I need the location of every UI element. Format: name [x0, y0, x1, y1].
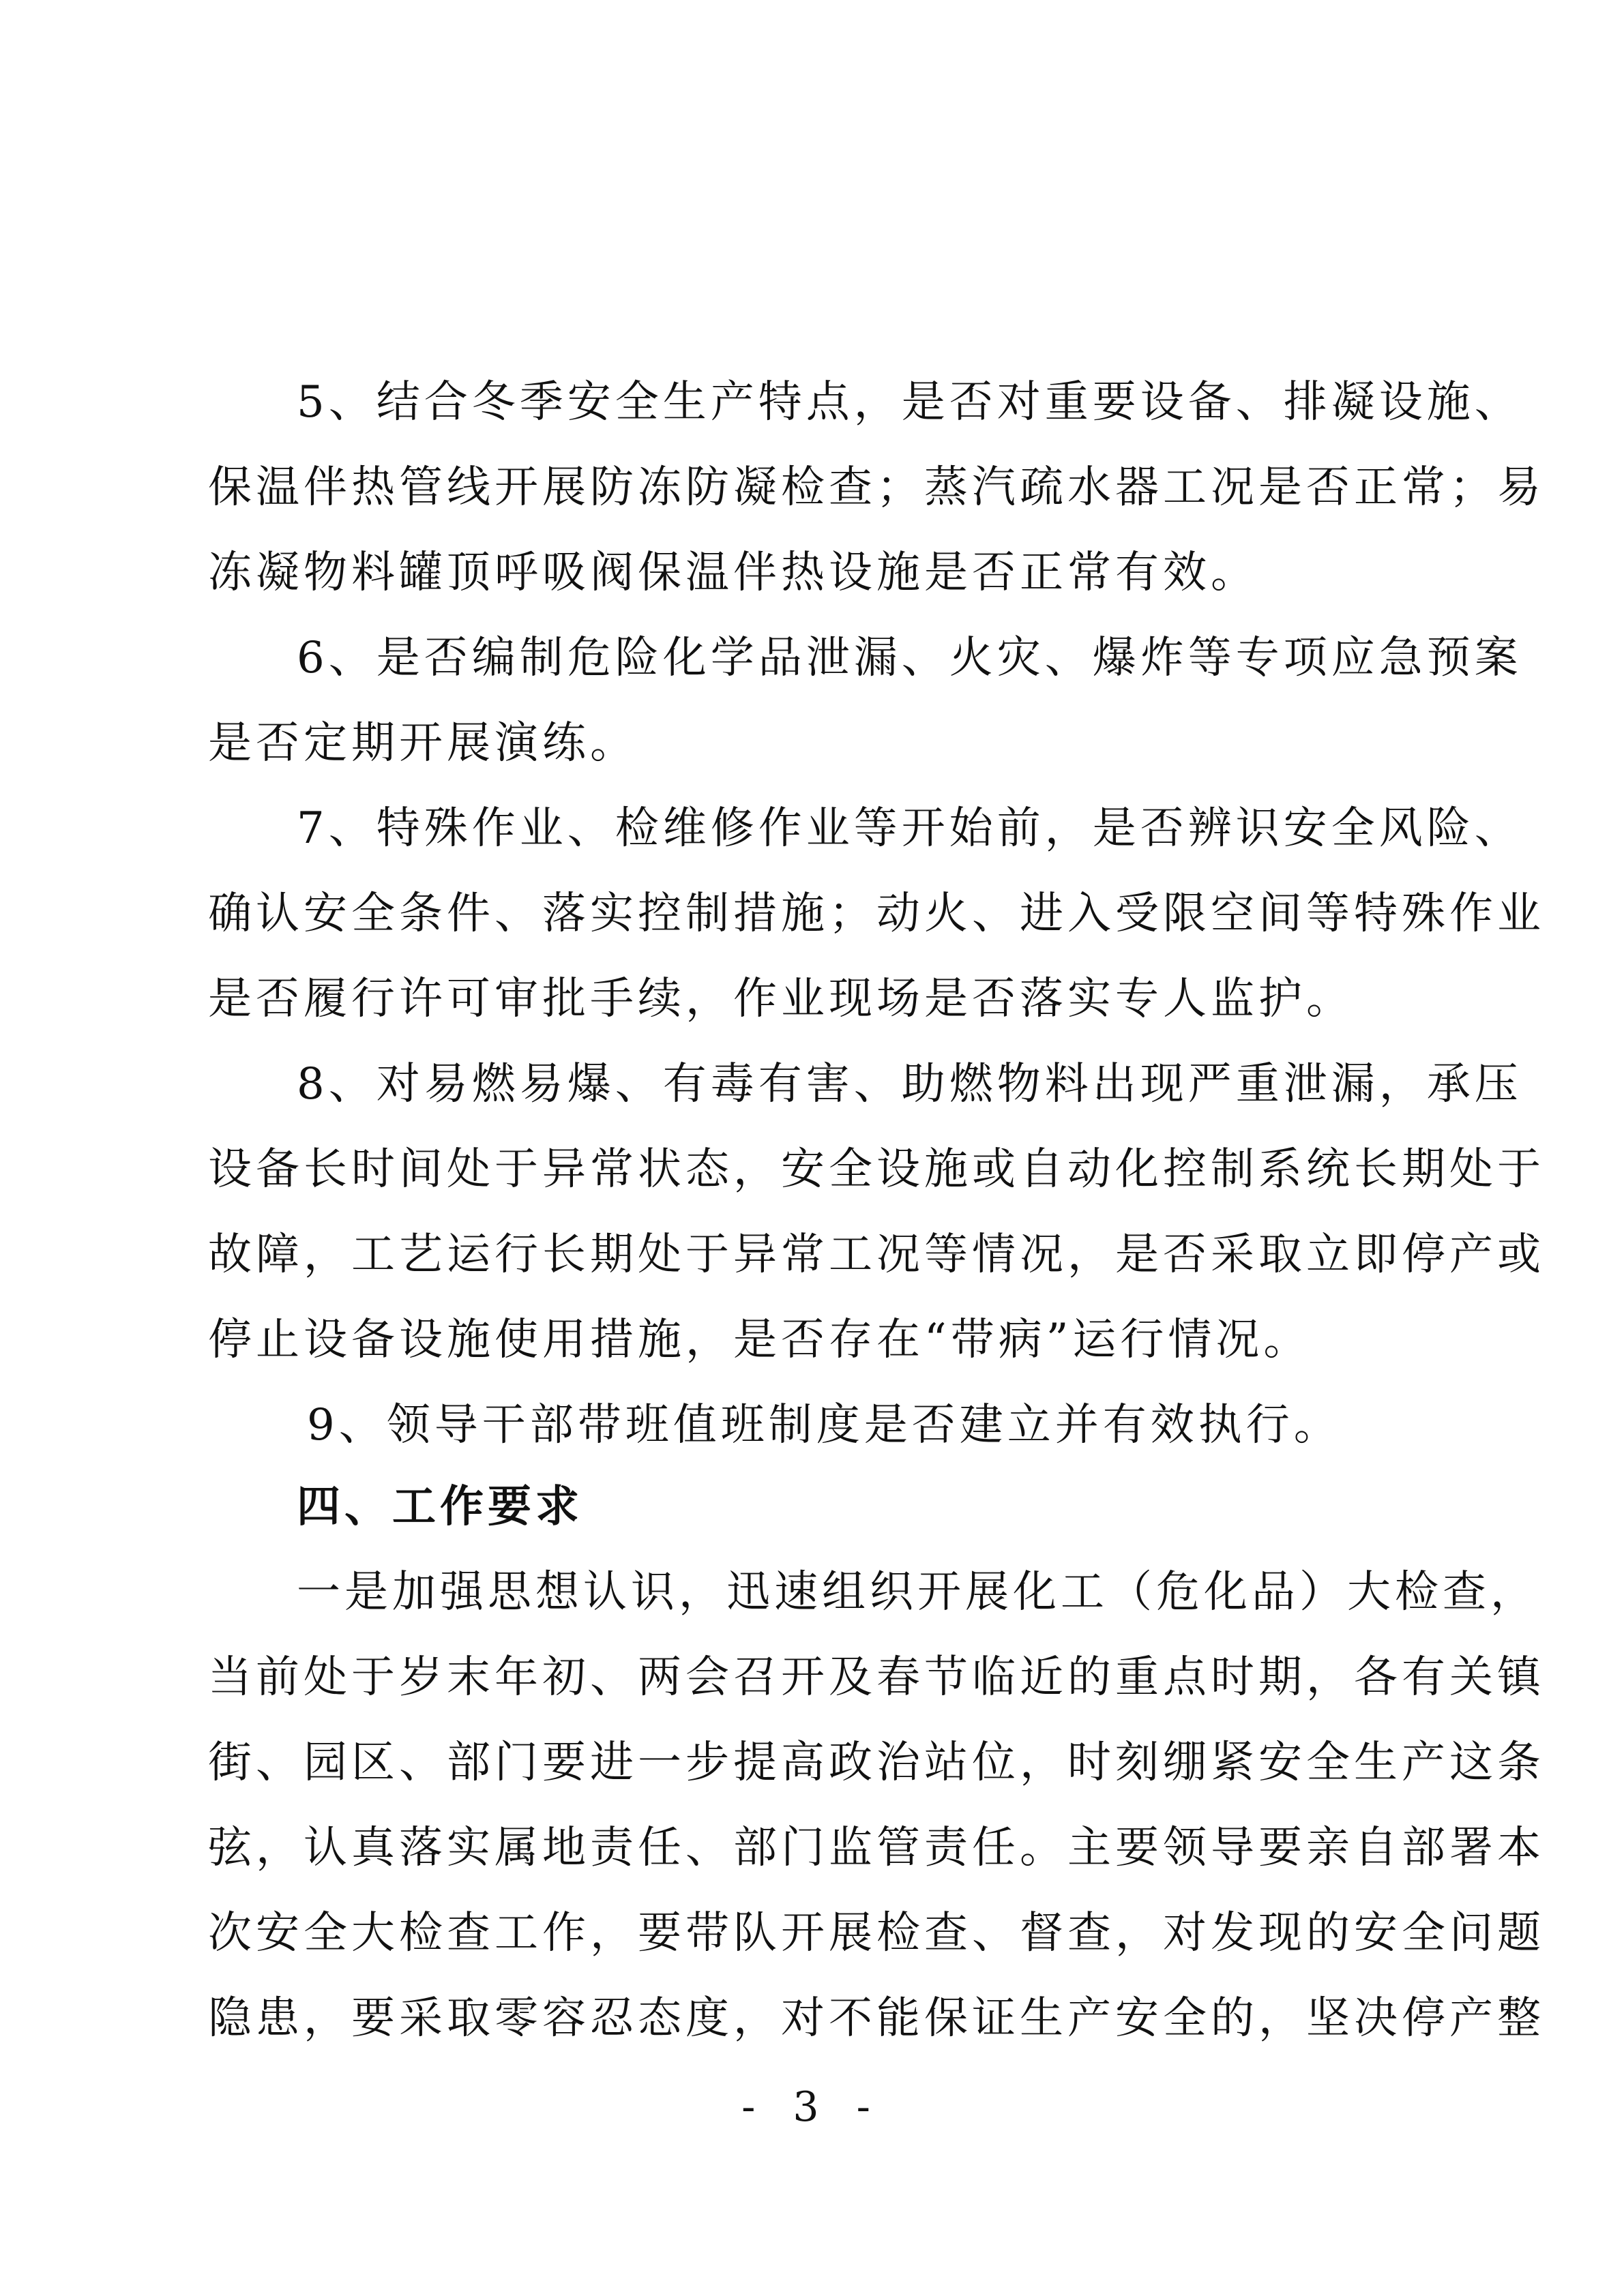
item-5-line-3: 冻凝物料罐顶呼吸阀保温伴热设施是否正常有效。 — [208, 548, 1258, 598]
section-heading: 四、工作要求 — [297, 1482, 583, 1532]
requirement-line-5: 次安全大检查工作，要带队开展检查、督查，对发现的安全问题 — [208, 1908, 1545, 1958]
item-7-line-3: 是否履行许可审批手续，作业现场是否落实专人监护。 — [208, 974, 1354, 1024]
item-9-line-1: 9、领导干部带班值班制度是否建立并有效执行。 — [307, 1400, 1342, 1450]
page-number: - 3 - — [741, 2083, 883, 2131]
item-5-line-1: 5、结合冬季安全生产特点，是否对重要设备、排凝设施、 — [297, 377, 1522, 428]
item-5-line-2: 保温伴热管线开展防冻防凝检查；蒸汽疏水器工况是否正常；易 — [208, 462, 1545, 513]
requirement-line-6: 隐患，要采取零容忍态度，对不能保证生产安全的，坚决停产整 — [208, 1993, 1545, 2044]
item-7-line-2: 确认安全条件、落实控制措施；动火、进入受限空间等特殊作业 — [208, 889, 1545, 939]
requirement-line-3: 街、园区、部门要进一步提高政治站位，时刻绷紧安全生产这条 — [208, 1738, 1545, 1788]
item-6-line-1: 6、是否编制危险化学品泄漏、火灾、爆炸等专项应急预案 — [297, 633, 1522, 683]
item-8-line-1: 8、对易燃易爆、有毒有害、助燃物料出现严重泄漏，承压 — [297, 1059, 1522, 1109]
item-8-line-2: 设备长时间处于异常状态，安全设施或自动化控制系统长期处于 — [208, 1144, 1545, 1195]
item-8-line-3: 故障，工艺运行长期处于异常工况等情况，是否采取立即停产或 — [208, 1229, 1545, 1280]
requirement-line-2: 当前处于岁末年初、两会召开及春节临近的重点时期，各有关镇 — [208, 1652, 1545, 1703]
item-7-line-1: 7、特殊作业、检维修作业等开始前，是否辨识安全风险、 — [297, 803, 1522, 854]
item-6-line-2: 是否定期开展演练。 — [208, 718, 638, 769]
requirement-line-4: 弦，认真落实属地责任、部门监管责任。主要领导要亲自部署本 — [208, 1823, 1545, 1873]
item-8-line-4: 停止设备设施使用措施，是否存在“带病”运行情况。 — [208, 1315, 1312, 1365]
requirement-line-1: 一是加强思想认识，迅速组织开展化工（危化品）大检查， — [297, 1567, 1538, 1617]
